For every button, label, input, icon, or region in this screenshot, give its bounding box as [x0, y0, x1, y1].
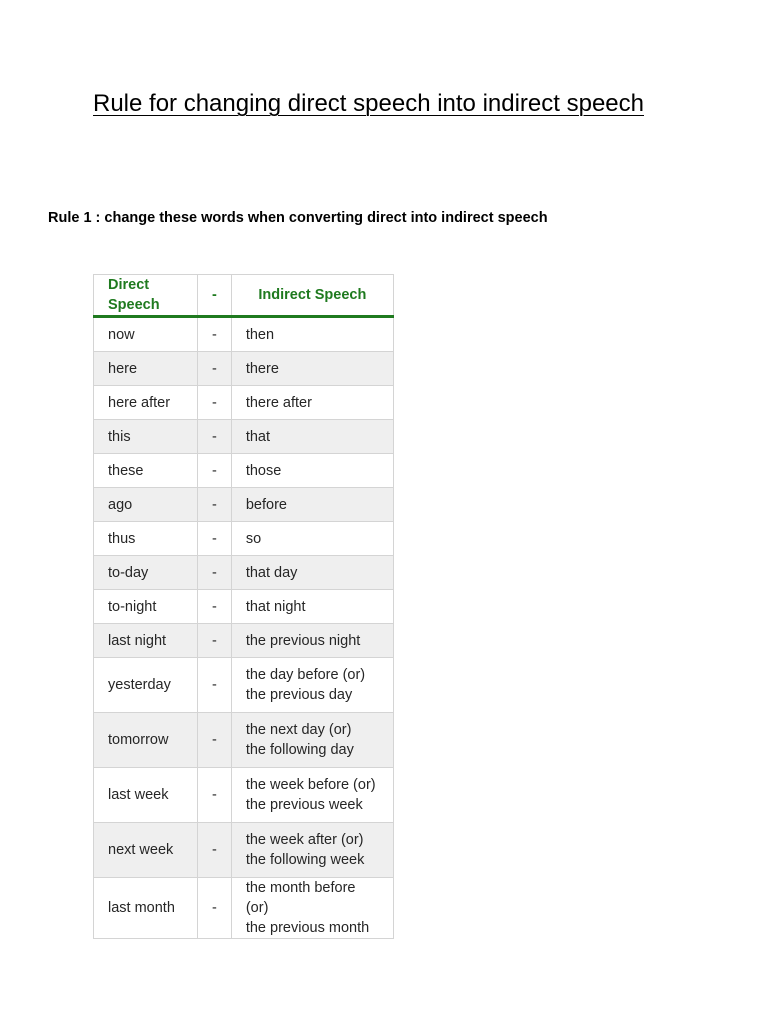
indirect-speech-line: before [245, 496, 287, 513]
separator-cell: - [198, 878, 232, 939]
indirect-speech-line: that [245, 428, 271, 445]
direct-speech-cell: to-night [94, 590, 198, 624]
separator-cell: - [198, 454, 232, 488]
indirect-speech-line: the previous night [245, 632, 361, 649]
indirect-speech-cell [231, 556, 393, 590]
table-row [94, 522, 394, 556]
table-row [94, 454, 394, 488]
indirect-speech-line: those [245, 462, 282, 479]
separator-cell: - [198, 658, 232, 713]
separator-cell: - [198, 823, 232, 878]
table-row [94, 624, 394, 658]
direct-speech-cell: this [94, 420, 198, 454]
table-row [94, 823, 394, 878]
direct-speech-cell: here [94, 352, 198, 386]
separator-cell: - [198, 420, 232, 454]
indirect-speech-line: then [245, 326, 275, 343]
table-row [94, 488, 394, 522]
direct-speech-cell: here after [94, 386, 198, 420]
direct-speech-cell: thus [94, 522, 198, 556]
rule-heading: Rule 1 : change these words when converting direct into indirect speech [48, 210, 548, 226]
indirect-speech-line: so [245, 530, 262, 547]
direct-speech-cell: ago [94, 488, 198, 522]
word-conversion-table [93, 274, 394, 939]
table-body [94, 317, 394, 939]
separator-cell: - [198, 522, 232, 556]
indirect-speech-line: that night [245, 598, 306, 615]
separator-cell: - [198, 556, 232, 590]
table-header-row [94, 275, 394, 317]
separator-cell: - [198, 317, 232, 352]
table-header [94, 275, 394, 317]
separator-cell: - [198, 768, 232, 823]
direct-speech-cell: last month [94, 878, 198, 939]
direct-speech-cell: last week [94, 768, 198, 823]
indirect-speech-line: there [245, 360, 279, 377]
direct-speech-cell: next week [94, 823, 198, 878]
table-row [94, 590, 394, 624]
separator-cell: - [198, 386, 232, 420]
separator-cell: - [198, 590, 232, 624]
indirect-speech-cell [231, 590, 393, 624]
indirect-speech-cell [231, 352, 393, 386]
indirect-speech-cell [231, 386, 393, 420]
indirect-speech-line: the following week [245, 852, 365, 868]
indirect-speech-line: the next day (or) [245, 722, 352, 738]
indirect-speech-line: that day [245, 564, 298, 581]
indirect-speech-cell [231, 823, 393, 878]
table-row [94, 317, 394, 352]
indirect-speech-line: the day before (or) [245, 667, 366, 683]
direct-speech-cell: these [94, 454, 198, 488]
indirect-speech-cell [231, 658, 393, 713]
header-direct-speech: Direct Speech [94, 275, 198, 317]
header-indirect-speech: Indirect Speech [231, 275, 393, 317]
indirect-speech-line: the week after (or) [245, 832, 364, 848]
indirect-speech-line: the month before (or) [245, 880, 356, 916]
separator-cell: - [198, 624, 232, 658]
table-row [94, 768, 394, 823]
indirect-speech-cell [231, 713, 393, 768]
separator-cell: - [198, 352, 232, 386]
indirect-speech-line: the previous day [245, 687, 353, 703]
page-title: Rule for changing direct speech into indirect speech [93, 90, 644, 117]
indirect-speech-line: the week before (or) [245, 777, 376, 793]
table-row [94, 420, 394, 454]
indirect-speech-cell [231, 878, 393, 939]
indirect-speech-line: the previous week [245, 797, 363, 813]
indirect-speech-cell [231, 522, 393, 556]
table-row [94, 352, 394, 386]
indirect-speech-line: there after [245, 394, 312, 411]
indirect-speech-line: the following day [245, 742, 354, 758]
direct-speech-cell: last night [94, 624, 198, 658]
direct-speech-cell: tomorrow [94, 713, 198, 768]
indirect-speech-cell [231, 454, 393, 488]
indirect-speech-cell [231, 420, 393, 454]
indirect-speech-cell [231, 768, 393, 823]
separator-cell: - [198, 713, 232, 768]
indirect-speech-cell [231, 624, 393, 658]
direct-speech-cell: to-day [94, 556, 198, 590]
direct-speech-cell: now [94, 317, 198, 352]
table-row [94, 386, 394, 420]
indirect-speech-line: the previous month [245, 920, 370, 936]
separator-cell: - [198, 488, 232, 522]
indirect-speech-cell [231, 488, 393, 522]
table-row [94, 713, 394, 768]
table-row [94, 658, 394, 713]
table-row [94, 556, 394, 590]
header-separator: - [198, 275, 232, 317]
direct-speech-cell: yesterday [94, 658, 198, 713]
indirect-speech-cell [231, 317, 393, 352]
table-row [94, 878, 394, 939]
